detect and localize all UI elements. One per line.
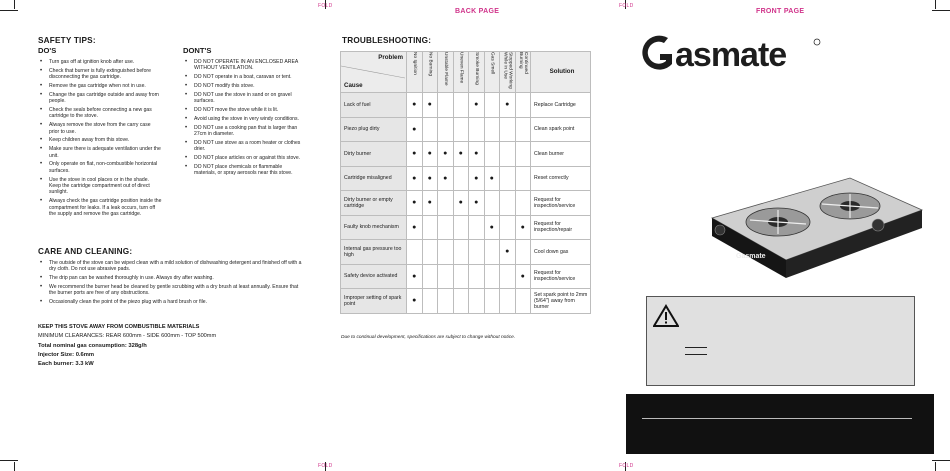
empty-cell xyxy=(438,264,454,289)
care-item: • Occasionally clean the point of the piezo plug with a hard brush or file. xyxy=(38,299,306,305)
empty-cell xyxy=(484,142,500,167)
solution-cell: Set spark point to 2mm (5/64") away from burner xyxy=(531,289,591,314)
problem-dot: ● xyxy=(422,166,438,191)
crop-mark xyxy=(932,460,950,461)
spec-change-note: Due to continual development, specifications are subject to change without notice. xyxy=(341,335,516,340)
empty-cell xyxy=(438,289,454,314)
problem-header xyxy=(484,52,500,93)
table-row xyxy=(341,93,591,118)
black-panel xyxy=(626,394,934,454)
solution-cell: Clean spark point xyxy=(531,117,591,142)
empty-cell xyxy=(422,215,438,240)
empty-cell xyxy=(453,117,469,142)
empty-cell xyxy=(500,166,516,191)
safety-tips-title: SAFETY TIPS: xyxy=(38,36,96,45)
cause-cell: Cartridge misaligned xyxy=(341,166,407,191)
crop-mark xyxy=(932,10,950,11)
warning-icon xyxy=(653,304,679,328)
problem-header xyxy=(407,52,423,93)
care-item: • The outside of the stove can be wiped clean with a mild solution of dishwashing detergent and finished off with a dry cloth. Do not use abrasive pads. xyxy=(38,260,306,273)
problem-dot: ● xyxy=(438,166,454,191)
empty-cell xyxy=(438,93,454,118)
care-item: • We recommend the burner head be cleaned by gentle scrubbing with a dry brush at least annually. Ensure that the burner ports are free of any obstructions. xyxy=(38,284,306,297)
cause-cell: Improper setting of spark point xyxy=(341,289,407,314)
problem-dot: ● xyxy=(407,191,423,216)
problem-header xyxy=(453,52,469,93)
empty-cell xyxy=(469,117,485,142)
dos-item: • Change the gas cartridge outside and away from people. xyxy=(38,92,162,105)
donts-item: • DO NOT move the stove while it is lit. xyxy=(183,107,305,113)
solution-cell: Reset correctly xyxy=(531,166,591,191)
empty-cell xyxy=(438,240,454,265)
empty-cell xyxy=(407,240,423,265)
donts-item: • Avoid using the stove in very windy conditions. xyxy=(183,116,305,122)
problem-dot: ● xyxy=(453,142,469,167)
donts-item: • DO NOT operate in a boat, caravan or tent. xyxy=(183,74,305,80)
solution-cell: Replace Cartridge xyxy=(531,93,591,118)
problem-dot: ● xyxy=(469,142,485,167)
care-cleaning-title: CARE AND CLEANING: xyxy=(38,247,133,256)
donts-list xyxy=(183,59,305,179)
troubleshooting-title: TROUBLESHOOTING: xyxy=(342,36,432,45)
table-row xyxy=(341,240,591,265)
problem-dot: ● xyxy=(422,93,438,118)
solution-cell: Clean burner xyxy=(531,142,591,167)
dos-item: • Always check the gas cartridge position inside the compartment for leaks. If a leak occurs, turn off the supply and remove the gas cartridge. xyxy=(38,198,162,217)
fold-label: FOLD xyxy=(619,463,634,469)
solution-cell: Request for inspection/service xyxy=(531,191,591,216)
problem-dot: ● xyxy=(515,264,531,289)
table-row xyxy=(341,289,591,314)
problem-dot: ● xyxy=(422,142,438,167)
table-header-row xyxy=(341,52,591,93)
svg-text:Gasmate: Gasmate xyxy=(736,253,766,260)
problem-dot: ● xyxy=(484,215,500,240)
empty-cell xyxy=(422,117,438,142)
dos-item: • Only operate on flat, non-combustible horizontal surfaces. xyxy=(38,161,162,174)
problem-header-label: No Ignition xyxy=(411,52,417,75)
problem-dot: ● xyxy=(407,289,423,314)
problem-header xyxy=(515,52,531,93)
empty-cell xyxy=(453,93,469,118)
crop-mark xyxy=(0,460,18,461)
dos-item: • Always remove the stove from the carry case prior to use. xyxy=(38,122,162,135)
problem-header xyxy=(500,52,516,93)
empty-cell xyxy=(500,289,516,314)
problem-dot: ● xyxy=(407,215,423,240)
table-row xyxy=(341,142,591,167)
cause-cell: Safety device activated xyxy=(341,264,407,289)
empty-cell xyxy=(422,289,438,314)
gas-consumption: Total nominal gas consumption: 328g/h xyxy=(38,343,147,349)
empty-cell xyxy=(484,240,500,265)
svg-text:asmate: asmate xyxy=(675,36,787,74)
empty-cell xyxy=(469,289,485,314)
care-list xyxy=(38,260,306,308)
donts-item: • DO NOT OPERATE IN AN ENCLOSED AREA WITHOUT VENTILATION. xyxy=(183,59,305,72)
cause-label: Cause xyxy=(344,82,363,89)
fold-label: FOLD xyxy=(619,3,634,9)
dos-item: • Keep children away from this stove. xyxy=(38,137,162,143)
problem-dot: ● xyxy=(453,191,469,216)
donts-item: • DO NOT use stove as a room heater or clothes drier. xyxy=(183,140,305,153)
empty-cell xyxy=(484,93,500,118)
empty-cell xyxy=(500,215,516,240)
problem-dot: ● xyxy=(438,142,454,167)
problem-header-label: No Burning xyxy=(427,52,433,76)
cause-cell: Piezo plug dirty xyxy=(341,117,407,142)
problem-dot: ● xyxy=(407,117,423,142)
empty-cell xyxy=(453,166,469,191)
empty-cell xyxy=(469,240,485,265)
crop-mark xyxy=(0,10,18,11)
problem-dot: ● xyxy=(407,142,423,167)
donts-item: • DO NOT place articles on or against this stove. xyxy=(183,155,305,161)
problem-header xyxy=(422,52,438,93)
donts-item: • DO NOT use the stove in sand or on gravel surfaces. xyxy=(183,92,305,105)
dos-item: • Make sure there is adequate ventilation under the unit. xyxy=(38,146,162,159)
problem-cause-header xyxy=(341,52,407,93)
empty-cell xyxy=(515,142,531,167)
empty-cell xyxy=(484,191,500,216)
cause-cell: Lack of fuel xyxy=(341,93,407,118)
problem-dot: ● xyxy=(407,264,423,289)
solution-cell: Request for inspection/service xyxy=(531,264,591,289)
problem-dot: ● xyxy=(469,191,485,216)
empty-cell xyxy=(500,264,516,289)
table-row xyxy=(341,215,591,240)
fold-label: FOLD xyxy=(318,463,333,469)
warning-box xyxy=(646,296,915,386)
clearances: MINIMUM CLEARANCES: REAR 600mm - SIDE 600mm - TOP 500mm xyxy=(38,333,217,339)
solution-cell: Cool down gas xyxy=(531,240,591,265)
problem-header-label: Smoke Burning xyxy=(473,52,479,85)
solution-cell: Request for inspection/repair xyxy=(531,215,591,240)
dos-item: • Check the seals before connecting a new gas cartridge to the stove. xyxy=(38,107,162,120)
donts-title: DONT'S xyxy=(183,46,212,55)
empty-cell xyxy=(453,264,469,289)
empty-cell xyxy=(515,166,531,191)
problem-dot: ● xyxy=(407,93,423,118)
troubleshooting-table xyxy=(340,51,591,314)
problem-dot: ● xyxy=(515,215,531,240)
problem-dot: ● xyxy=(500,93,516,118)
dos-item: • Turn gas off at ignition knob after use. xyxy=(38,59,162,65)
donts-item: • DO NOT use a cooking pan that is larger than 27cm in diameter. xyxy=(183,125,305,138)
empty-cell xyxy=(500,117,516,142)
care-item: • The drip pan can be washed thoroughly in use. Always dry after washing. xyxy=(38,275,306,281)
cause-cell: Faulty knob mechanism xyxy=(341,215,407,240)
problem-dot: ● xyxy=(422,191,438,216)
black-panel-rule xyxy=(642,418,912,419)
table-row xyxy=(341,117,591,142)
problem-dot: ● xyxy=(500,240,516,265)
empty-cell xyxy=(453,240,469,265)
table-row xyxy=(341,264,591,289)
empty-cell xyxy=(484,264,500,289)
problem-dot: ● xyxy=(469,93,485,118)
dos-item: • Use the stove in cool places or in the shade. Keep the cartridge compartment out of direct sunlight. xyxy=(38,177,162,196)
empty-cell xyxy=(500,142,516,167)
back-page-label: BACK PAGE xyxy=(455,8,500,15)
empty-cell xyxy=(469,264,485,289)
donts-item: • DO NOT modify this stove. xyxy=(183,83,305,89)
donts-item: • DO NOT place chemicals or flammable materials, or spray aerosols near this stove. xyxy=(183,164,305,177)
empty-cell xyxy=(515,289,531,314)
empty-cell xyxy=(469,215,485,240)
crop-mark xyxy=(935,462,936,471)
problem-header-label: Stopped Working While in Use xyxy=(502,52,513,89)
keep-away-warning: KEEP THIS STOVE AWAY FROM COMBUSTIBLE MATERIALS xyxy=(38,324,200,330)
empty-cell xyxy=(438,215,454,240)
dos-item: • Check that burner is fully extinguished before disconnecting the gas cartridge. xyxy=(38,68,162,81)
empty-cell xyxy=(422,240,438,265)
empty-cell xyxy=(484,289,500,314)
problem-dot: ● xyxy=(484,166,500,191)
empty-cell xyxy=(515,240,531,265)
empty-cell xyxy=(422,264,438,289)
burner-output: Each burner: 3.3 kW xyxy=(38,361,94,367)
fold-label: FOLD xyxy=(318,3,333,9)
problem-header-label: Continued Burning xyxy=(517,52,528,74)
warning-rule xyxy=(685,354,707,355)
table-row xyxy=(341,166,591,191)
problem-header-label: Unstable Flame xyxy=(442,52,448,86)
empty-cell xyxy=(438,191,454,216)
solution-header: Solution xyxy=(531,52,591,93)
dos-item: • Remove the gas cartridge when not in use. xyxy=(38,83,162,89)
problem-header-label: Gas Smell xyxy=(489,52,495,75)
table-row xyxy=(341,191,591,216)
problem-header xyxy=(438,52,454,93)
empty-cell xyxy=(484,117,500,142)
problem-header xyxy=(469,52,485,93)
stove-image xyxy=(700,170,930,290)
crop-mark xyxy=(935,0,936,9)
problem-header-label: Uneven Flame xyxy=(458,52,464,84)
cause-cell: Dirty burner xyxy=(341,142,407,167)
cause-cell: Dirty burner or empty cartridge xyxy=(341,191,407,216)
problem-label: Problem xyxy=(378,54,403,61)
empty-cell xyxy=(500,191,516,216)
problem-dot: ● xyxy=(407,166,423,191)
problem-dot: ● xyxy=(469,166,485,191)
cause-cell: Internal gas pressure too high xyxy=(341,240,407,265)
empty-cell xyxy=(438,117,454,142)
crop-mark xyxy=(14,0,15,9)
warning-rule xyxy=(685,347,707,348)
crop-mark xyxy=(14,462,15,471)
gasmate-logo xyxy=(642,30,826,81)
empty-cell xyxy=(515,93,531,118)
injector-size: Injector Size: 0.6mm xyxy=(38,352,95,358)
dos-title: DO'S xyxy=(38,46,57,55)
empty-cell xyxy=(453,289,469,314)
dos-list xyxy=(38,59,162,220)
empty-cell xyxy=(515,191,531,216)
gasmate-logo-icon xyxy=(642,30,826,76)
front-page-label: FRONT PAGE xyxy=(756,8,805,15)
empty-cell xyxy=(515,117,531,142)
empty-cell xyxy=(453,215,469,240)
